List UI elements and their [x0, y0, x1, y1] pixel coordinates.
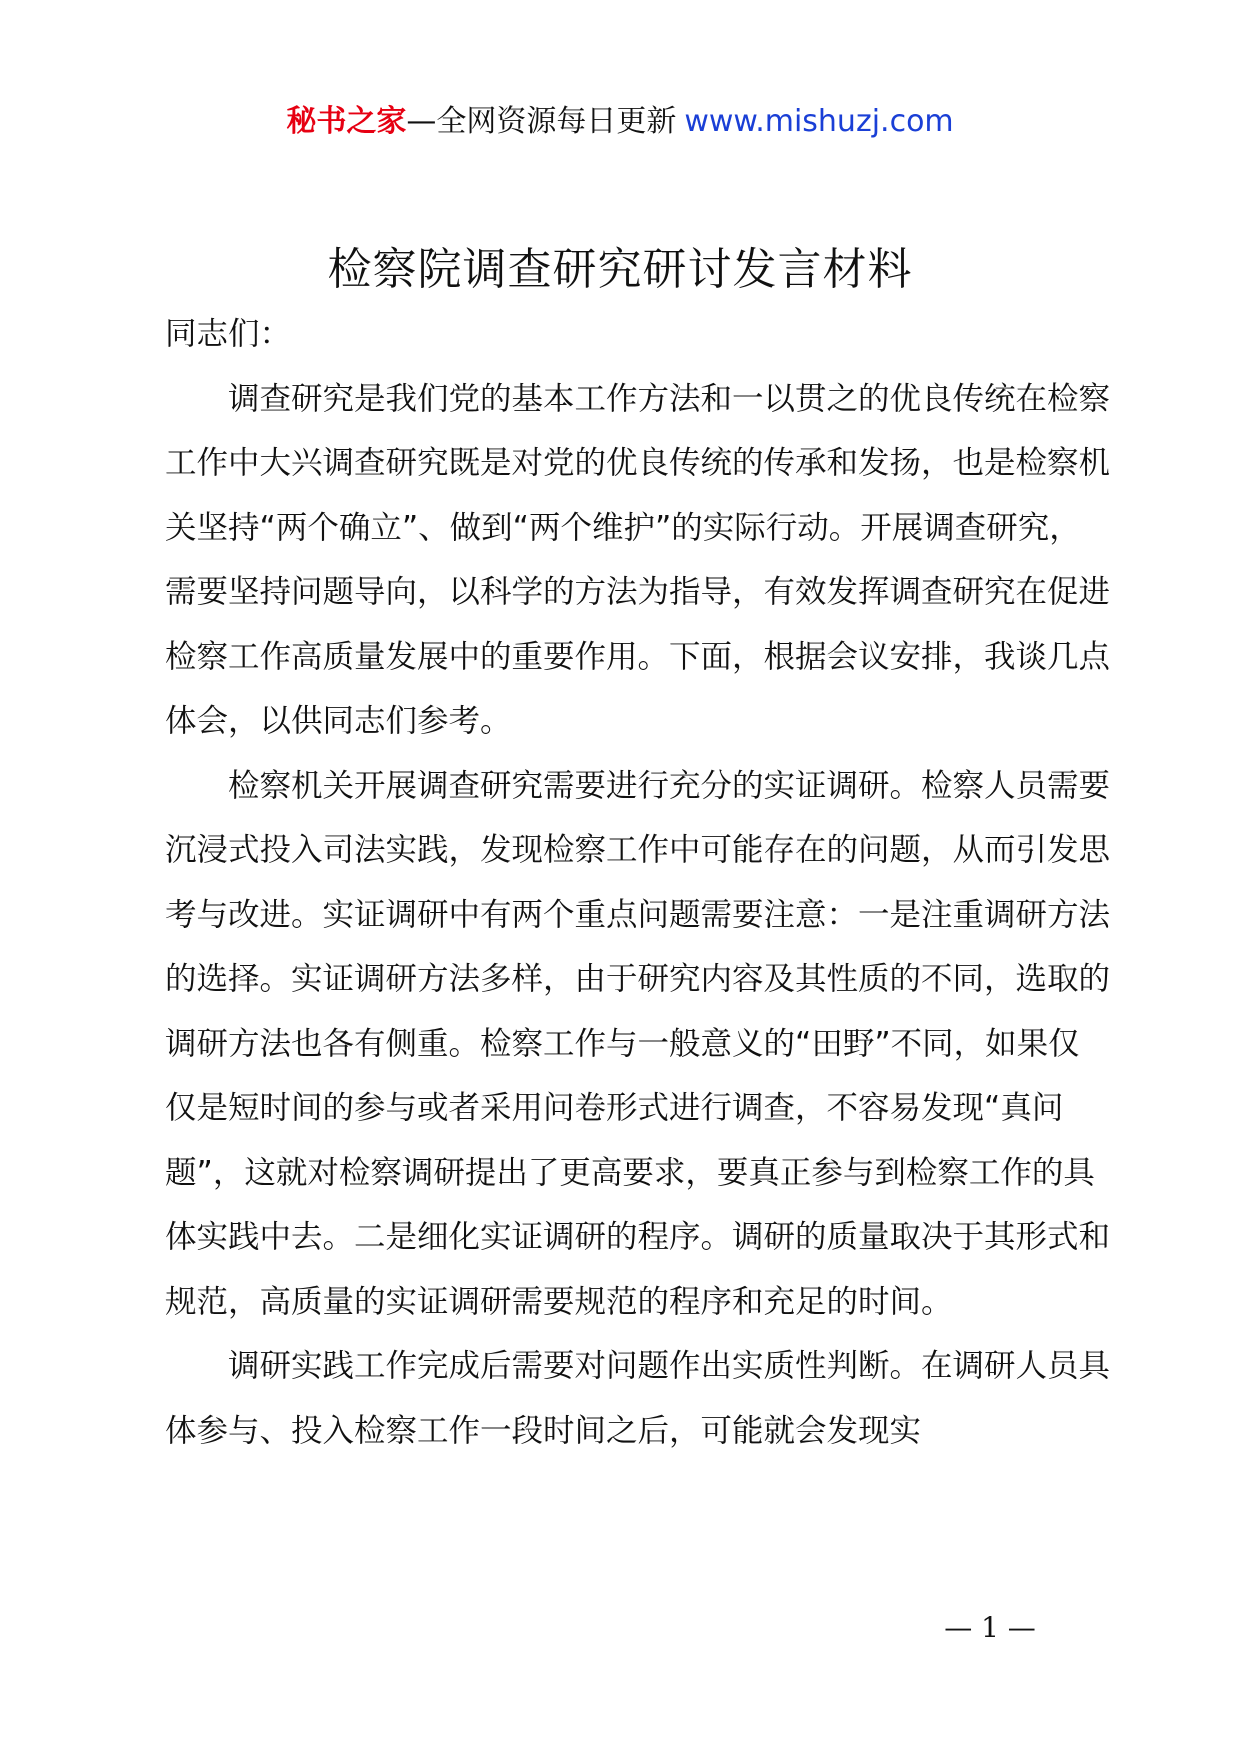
document-title: 检察院调查研究研讨发言材料: [327, 244, 913, 295]
site-url-link[interactable]: www.mishuzj.com: [684, 104, 954, 139]
site-banner: [0, 100, 1240, 144]
paragraph-2: 检察机关开展调查研究需要进行充分的实证调研。检察人员需要沉浸式投入司法实践，发现检察工作中可能存在的问题，从而引发思考与改进。实证调研中有两个重点问题需要注意：一是注重调研方法的选择。实证调研方法多样，由于研究内容及其性质的不同，选取的调研方法也各有侧重。检察工作与一般意义的“田野”不同，如果仅仅是短时间的参与或者采用问卷形式进行调查，不容易发现“真问题”，这就对检察调研提出了更高要求，要真正参与到检察工作的具体实践中去。二是细化实证调研的程序。调研的质量取决于其形式和规范，高质量的实证调研需要规范的程序和充足的时间。: [165, 767, 1111, 1320]
document-body: [165, 302, 1110, 1463]
site-slogan: —全网资源每日更新: [406, 104, 677, 139]
site-brand: 秘书之家: [286, 104, 407, 139]
paragraph-1: 调查研究是我们党的基本工作方法和一以贯之的优良传统在检察工作中大兴调查研究既是对党的优良传统的传承和发扬，也是检察机关坚持“两个确立”、做到“两个维护”的实际行动。开展调查研究，需要坚持问题导向，以科学的方法为指导，有效发挥调查研究在促进检察工作高质量发展中的重要作用。下面，根据会议安排，我谈几点体会，以供同志们参考。: [165, 380, 1111, 739]
paragraph-3: 调研实践工作完成后需要对问题作出实质性判断。在调研人员具体参与、投入检察工作一段时间之后，可能就会发现实: [165, 1348, 1111, 1449]
salutation: 同志们：: [165, 316, 292, 352]
page-number: — 1 —: [944, 1611, 1036, 1644]
